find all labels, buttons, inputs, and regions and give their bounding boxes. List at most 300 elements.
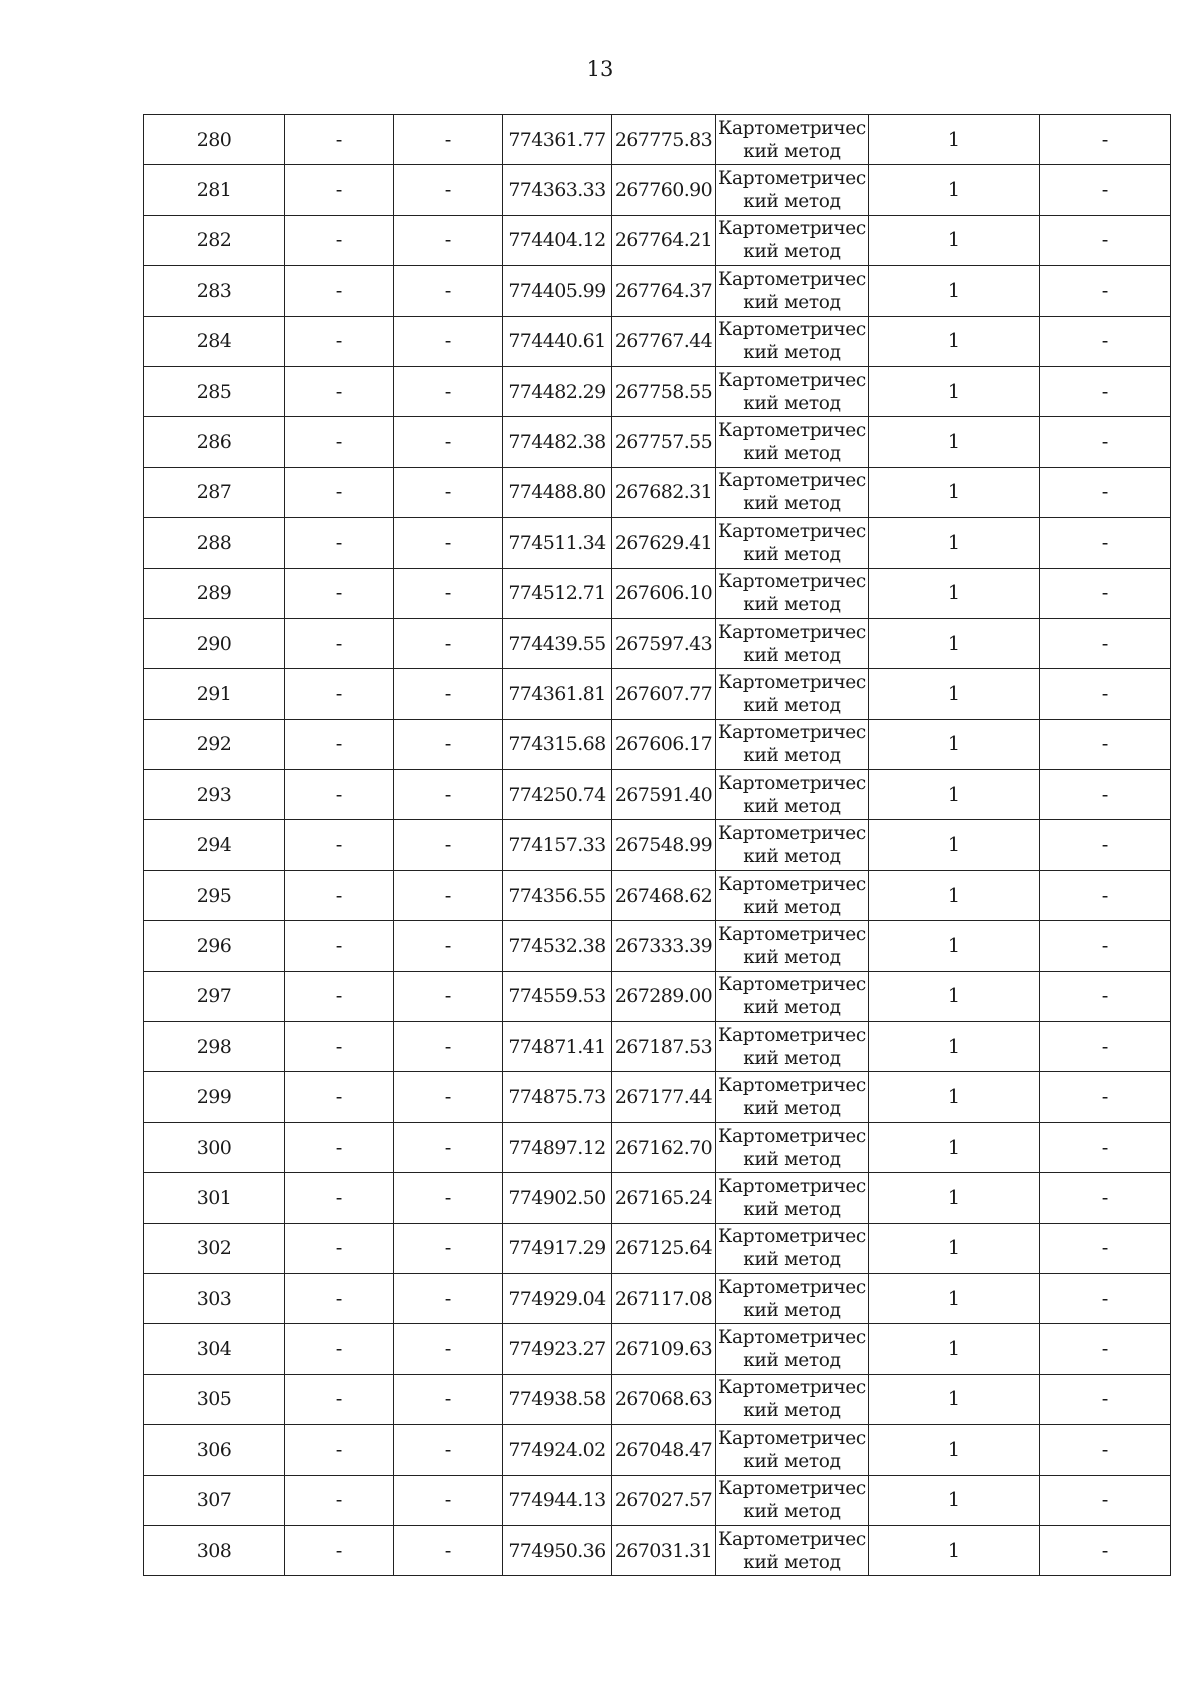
empty-value-cell: -: [394, 1525, 503, 1575]
coordinate-y-cell: 267764.21: [612, 215, 716, 265]
accuracy-cell: 1: [869, 719, 1040, 769]
method-line-1: Картометричес: [718, 420, 866, 442]
method-line-2: кий метод: [743, 1299, 841, 1321]
table-row: [144, 1223, 1171, 1273]
empty-value-cell: -: [394, 165, 503, 215]
method-line-2: кий метод: [743, 1047, 841, 1069]
point-number-cell: 293: [144, 770, 285, 820]
method-line-2: кий метод: [743, 291, 841, 313]
method-cell: [716, 1475, 869, 1525]
empty-value-cell: -: [394, 1374, 503, 1424]
method-line-2: кий метод: [743, 1400, 841, 1422]
accuracy-cell: 1: [869, 1425, 1040, 1475]
empty-value-cell: -: [394, 971, 503, 1021]
empty-value-cell: -: [394, 820, 503, 870]
empty-value-cell: -: [285, 417, 394, 467]
empty-value-cell: -: [285, 1022, 394, 1072]
coordinate-x-cell: 774923.27: [503, 1324, 612, 1374]
method-cell: [716, 1223, 869, 1273]
empty-value-cell: -: [394, 568, 503, 618]
empty-value-cell: -: [285, 266, 394, 316]
method-line-2: кий метод: [743, 795, 841, 817]
empty-value-cell: -: [1040, 770, 1171, 820]
empty-value-cell: -: [285, 820, 394, 870]
point-number-cell: 286: [144, 417, 285, 467]
empty-value-cell: -: [394, 870, 503, 920]
coordinate-x-cell: 774917.29: [503, 1223, 612, 1273]
method-line-1: Картометричес: [718, 1478, 866, 1500]
empty-value-cell: -: [285, 568, 394, 618]
method-line-1: Картометричес: [718, 1024, 866, 1046]
table-row: [144, 467, 1171, 517]
empty-value-cell: -: [1040, 870, 1171, 920]
coordinate-x-cell: 774482.38: [503, 417, 612, 467]
table-row: [144, 971, 1171, 1021]
coordinate-y-cell: 267109.63: [612, 1324, 716, 1374]
method-line-2: кий метод: [743, 543, 841, 565]
table-row: [144, 115, 1171, 165]
method-line-1: Картометричес: [718, 470, 866, 492]
accuracy-cell: 1: [869, 820, 1040, 870]
method-cell: [716, 215, 869, 265]
empty-value-cell: -: [1040, 215, 1171, 265]
accuracy-cell: 1: [869, 1022, 1040, 1072]
coordinate-x-cell: 774512.71: [503, 568, 612, 618]
method-cell: [716, 1122, 869, 1172]
coordinate-x-cell: 774363.33: [503, 165, 612, 215]
method-line-1: Картометричес: [718, 671, 866, 693]
method-line-1: Картометричес: [718, 319, 866, 341]
table-row: [144, 669, 1171, 719]
coordinate-x-cell: 774532.38: [503, 921, 612, 971]
empty-value-cell: -: [1040, 417, 1171, 467]
coordinate-x-cell: 774488.80: [503, 467, 612, 517]
empty-value-cell: -: [394, 669, 503, 719]
coordinates-table: [143, 114, 1171, 1576]
accuracy-cell: 1: [869, 870, 1040, 920]
coordinate-y-cell: 267606.17: [612, 719, 716, 769]
method-line-1: Картометричес: [718, 520, 866, 542]
coordinate-y-cell: 267760.90: [612, 165, 716, 215]
table-row: [144, 618, 1171, 668]
empty-value-cell: -: [394, 1022, 503, 1072]
method-line-2: кий метод: [743, 493, 841, 515]
method-line-2: кий метод: [743, 694, 841, 716]
empty-value-cell: -: [285, 770, 394, 820]
empty-value-cell: -: [285, 971, 394, 1021]
method-line-2: кий метод: [743, 191, 841, 213]
empty-value-cell: -: [1040, 366, 1171, 416]
method-line-1: Картометричес: [718, 369, 866, 391]
table-row: [144, 1173, 1171, 1223]
method-line-2: кий метод: [743, 1450, 841, 1472]
method-cell: [716, 820, 869, 870]
point-number-cell: 303: [144, 1273, 285, 1323]
accuracy-cell: 1: [869, 518, 1040, 568]
accuracy-cell: 1: [869, 971, 1040, 1021]
empty-value-cell: -: [1040, 921, 1171, 971]
coordinate-x-cell: 774950.36: [503, 1525, 612, 1575]
coordinate-y-cell: 267757.55: [612, 417, 716, 467]
coordinate-x-cell: 774871.41: [503, 1022, 612, 1072]
coordinate-y-cell: 267629.41: [612, 518, 716, 568]
accuracy-cell: 1: [869, 316, 1040, 366]
method-line-2: кий метод: [743, 1350, 841, 1372]
method-line-1: Картометричес: [718, 1175, 866, 1197]
empty-value-cell: -: [285, 115, 394, 165]
table-row: [144, 266, 1171, 316]
method-line-2: кий метод: [743, 745, 841, 767]
empty-value-cell: -: [394, 1324, 503, 1374]
coordinate-y-cell: 267775.83: [612, 115, 716, 165]
empty-value-cell: -: [1040, 568, 1171, 618]
method-cell: [716, 1022, 869, 1072]
method-line-1: Картометричес: [718, 571, 866, 593]
coordinate-y-cell: 267177.44: [612, 1072, 716, 1122]
empty-value-cell: -: [1040, 1173, 1171, 1223]
empty-value-cell: -: [285, 1122, 394, 1172]
accuracy-cell: 1: [869, 618, 1040, 668]
empty-value-cell: -: [394, 1475, 503, 1525]
method-line-2: кий метод: [743, 946, 841, 968]
method-cell: [716, 1273, 869, 1323]
empty-value-cell: -: [285, 618, 394, 668]
empty-value-cell: -: [285, 366, 394, 416]
point-number-cell: 301: [144, 1173, 285, 1223]
empty-value-cell: -: [285, 1223, 394, 1273]
point-number-cell: 305: [144, 1374, 285, 1424]
accuracy-cell: 1: [869, 467, 1040, 517]
method-line-2: кий метод: [743, 241, 841, 263]
table-row: [144, 165, 1171, 215]
table-row: [144, 366, 1171, 416]
coordinate-x-cell: 774559.53: [503, 971, 612, 1021]
empty-value-cell: -: [285, 669, 394, 719]
empty-value-cell: -: [394, 618, 503, 668]
method-line-1: Картометричес: [718, 1528, 866, 1550]
empty-value-cell: -: [394, 1273, 503, 1323]
accuracy-cell: 1: [869, 669, 1040, 719]
empty-value-cell: -: [1040, 165, 1171, 215]
coordinate-x-cell: 774439.55: [503, 618, 612, 668]
point-number-cell: 281: [144, 165, 285, 215]
accuracy-cell: 1: [869, 115, 1040, 165]
coordinate-x-cell: 774944.13: [503, 1475, 612, 1525]
method-cell: [716, 1324, 869, 1374]
method-line-1: Картометричес: [718, 823, 866, 845]
coordinate-y-cell: 267187.53: [612, 1022, 716, 1072]
coordinate-y-cell: 267165.24: [612, 1173, 716, 1223]
empty-value-cell: -: [285, 1374, 394, 1424]
method-line-1: Картометричес: [718, 974, 866, 996]
empty-value-cell: -: [394, 1072, 503, 1122]
coordinate-y-cell: 267333.39: [612, 921, 716, 971]
method-cell: [716, 316, 869, 366]
point-number-cell: 292: [144, 719, 285, 769]
coordinate-x-cell: 774875.73: [503, 1072, 612, 1122]
coordinate-x-cell: 774405.99: [503, 266, 612, 316]
empty-value-cell: -: [285, 719, 394, 769]
point-number-cell: 291: [144, 669, 285, 719]
empty-value-cell: -: [1040, 1273, 1171, 1323]
empty-value-cell: -: [285, 870, 394, 920]
method-line-1: Картометричес: [718, 621, 866, 643]
coordinate-x-cell: 774404.12: [503, 215, 612, 265]
coordinate-y-cell: 267162.70: [612, 1122, 716, 1172]
point-number-cell: 302: [144, 1223, 285, 1273]
coordinate-x-cell: 774938.58: [503, 1374, 612, 1424]
table-body: [144, 115, 1171, 1576]
method-line-1: Картометричес: [718, 1075, 866, 1097]
point-number-cell: 294: [144, 820, 285, 870]
coordinate-y-cell: 267597.43: [612, 618, 716, 668]
table-row: [144, 1072, 1171, 1122]
coordinate-y-cell: 267125.64: [612, 1223, 716, 1273]
coordinate-y-cell: 267764.37: [612, 266, 716, 316]
accuracy-cell: 1: [869, 366, 1040, 416]
method-cell: [716, 518, 869, 568]
method-line-1: Картометричес: [718, 1427, 866, 1449]
accuracy-cell: 1: [869, 1475, 1040, 1525]
method-line-2: кий метод: [743, 846, 841, 868]
coordinate-y-cell: 267758.55: [612, 366, 716, 416]
point-number-cell: 308: [144, 1525, 285, 1575]
empty-value-cell: -: [394, 215, 503, 265]
empty-value-cell: -: [394, 719, 503, 769]
method-line-2: кий метод: [743, 1098, 841, 1120]
point-number-cell: 288: [144, 518, 285, 568]
coordinate-y-cell: 267468.62: [612, 870, 716, 920]
method-line-1: Картометричес: [718, 923, 866, 945]
table-row: [144, 921, 1171, 971]
point-number-cell: 296: [144, 921, 285, 971]
method-line-2: кий метод: [743, 1249, 841, 1271]
empty-value-cell: -: [1040, 1475, 1171, 1525]
point-number-cell: 304: [144, 1324, 285, 1374]
empty-value-cell: -: [394, 316, 503, 366]
empty-value-cell: -: [285, 1475, 394, 1525]
method-line-2: кий метод: [743, 896, 841, 918]
method-line-1: Картометричес: [718, 772, 866, 794]
empty-value-cell: -: [1040, 1223, 1171, 1273]
table-row: [144, 1122, 1171, 1172]
method-cell: [716, 467, 869, 517]
accuracy-cell: 1: [869, 417, 1040, 467]
point-number-cell: 283: [144, 266, 285, 316]
method-cell: [716, 165, 869, 215]
coordinate-y-cell: 267048.47: [612, 1425, 716, 1475]
method-cell: [716, 266, 869, 316]
accuracy-cell: 1: [869, 1273, 1040, 1323]
method-line-1: Картометричес: [718, 168, 866, 190]
point-number-cell: 280: [144, 115, 285, 165]
coordinate-y-cell: 267289.00: [612, 971, 716, 1021]
method-cell: [716, 719, 869, 769]
method-line-1: Картометричес: [718, 1327, 866, 1349]
empty-value-cell: -: [394, 1173, 503, 1223]
table-row: [144, 870, 1171, 920]
method-cell: [716, 1425, 869, 1475]
empty-value-cell: -: [285, 921, 394, 971]
method-line-1: Картометричес: [718, 1276, 866, 1298]
table-row: [144, 316, 1171, 366]
accuracy-cell: 1: [869, 1374, 1040, 1424]
empty-value-cell: -: [285, 1072, 394, 1122]
table-row: [144, 1273, 1171, 1323]
coordinate-y-cell: 267548.99: [612, 820, 716, 870]
coordinate-x-cell: 774924.02: [503, 1425, 612, 1475]
method-line-2: кий метод: [743, 342, 841, 364]
coordinate-x-cell: 774315.68: [503, 719, 612, 769]
coordinate-x-cell: 774440.61: [503, 316, 612, 366]
coordinate-x-cell: 774902.50: [503, 1173, 612, 1223]
empty-value-cell: -: [1040, 1122, 1171, 1172]
coordinate-x-cell: 774157.33: [503, 820, 612, 870]
point-number-cell: 307: [144, 1475, 285, 1525]
empty-value-cell: -: [394, 366, 503, 416]
method-cell: [716, 770, 869, 820]
empty-value-cell: -: [394, 518, 503, 568]
method-line-1: Картометричес: [718, 268, 866, 290]
empty-value-cell: -: [285, 1273, 394, 1323]
empty-value-cell: -: [1040, 669, 1171, 719]
method-cell: [716, 669, 869, 719]
empty-value-cell: -: [285, 1324, 394, 1374]
empty-value-cell: -: [285, 215, 394, 265]
method-line-2: кий метод: [743, 1148, 841, 1170]
empty-value-cell: -: [285, 1173, 394, 1223]
point-number-cell: 290: [144, 618, 285, 668]
point-number-cell: 299: [144, 1072, 285, 1122]
method-line-1: Картометричес: [718, 722, 866, 744]
method-cell: [716, 618, 869, 668]
empty-value-cell: -: [1040, 1022, 1171, 1072]
empty-value-cell: -: [394, 1223, 503, 1273]
coordinate-y-cell: 267767.44: [612, 316, 716, 366]
table-row: [144, 820, 1171, 870]
accuracy-cell: 1: [869, 568, 1040, 618]
point-number-cell: 287: [144, 467, 285, 517]
table-row: [144, 215, 1171, 265]
empty-value-cell: -: [285, 518, 394, 568]
empty-value-cell: -: [1040, 1425, 1171, 1475]
empty-value-cell: -: [1040, 316, 1171, 366]
empty-value-cell: -: [394, 467, 503, 517]
point-number-cell: 297: [144, 971, 285, 1021]
empty-value-cell: -: [1040, 971, 1171, 1021]
method-cell: [716, 568, 869, 618]
method-line-1: Картометричес: [718, 1226, 866, 1248]
empty-value-cell: -: [394, 1425, 503, 1475]
point-number-cell: 300: [144, 1122, 285, 1172]
method-line-2: кий метод: [743, 140, 841, 162]
method-line-1: Картометричес: [718, 873, 866, 895]
point-number-cell: 282: [144, 215, 285, 265]
method-line-2: кий метод: [743, 1198, 841, 1220]
method-line-1: Картометричес: [718, 1125, 866, 1147]
empty-value-cell: -: [1040, 467, 1171, 517]
table-row: [144, 1475, 1171, 1525]
coordinate-x-cell: 774361.77: [503, 115, 612, 165]
method-line-2: кий метод: [743, 644, 841, 666]
method-line-2: кий метод: [743, 1551, 841, 1573]
accuracy-cell: 1: [869, 1173, 1040, 1223]
empty-value-cell: -: [285, 316, 394, 366]
empty-value-cell: -: [394, 115, 503, 165]
method-cell: [716, 1072, 869, 1122]
method-cell: [716, 870, 869, 920]
coordinate-y-cell: 267606.10: [612, 568, 716, 618]
table-row: [144, 518, 1171, 568]
coordinate-x-cell: 774482.29: [503, 366, 612, 416]
accuracy-cell: 1: [869, 1122, 1040, 1172]
method-cell: [716, 115, 869, 165]
accuracy-cell: 1: [869, 770, 1040, 820]
empty-value-cell: -: [394, 417, 503, 467]
table-row: [144, 1525, 1171, 1575]
empty-value-cell: -: [1040, 820, 1171, 870]
point-number-cell: 285: [144, 366, 285, 416]
accuracy-cell: 1: [869, 266, 1040, 316]
empty-value-cell: -: [285, 467, 394, 517]
table-row: [144, 417, 1171, 467]
empty-value-cell: -: [1040, 618, 1171, 668]
method-line-2: кий метод: [743, 997, 841, 1019]
point-number-cell: 295: [144, 870, 285, 920]
method-cell: [716, 417, 869, 467]
empty-value-cell: -: [1040, 518, 1171, 568]
method-line-1: Картометричес: [718, 218, 866, 240]
coordinate-y-cell: 267117.08: [612, 1273, 716, 1323]
coordinate-x-cell: 774250.74: [503, 770, 612, 820]
accuracy-cell: 1: [869, 921, 1040, 971]
empty-value-cell: -: [394, 1122, 503, 1172]
empty-value-cell: -: [1040, 266, 1171, 316]
accuracy-cell: 1: [869, 215, 1040, 265]
empty-value-cell: -: [1040, 1072, 1171, 1122]
empty-value-cell: -: [1040, 719, 1171, 769]
table-row: [144, 1374, 1171, 1424]
coordinate-y-cell: 267591.40: [612, 770, 716, 820]
coordinate-y-cell: 267031.31: [612, 1525, 716, 1575]
table-row: [144, 719, 1171, 769]
accuracy-cell: 1: [869, 165, 1040, 215]
accuracy-cell: 1: [869, 1324, 1040, 1374]
coordinate-y-cell: 267068.63: [612, 1374, 716, 1424]
coordinate-x-cell: 774356.55: [503, 870, 612, 920]
coordinate-x-cell: 774361.81: [503, 669, 612, 719]
point-number-cell: 306: [144, 1425, 285, 1475]
method-line-1: Картометричес: [718, 117, 866, 139]
empty-value-cell: -: [394, 921, 503, 971]
empty-value-cell: -: [285, 165, 394, 215]
point-number-cell: 284: [144, 316, 285, 366]
empty-value-cell: -: [1040, 1374, 1171, 1424]
accuracy-cell: 1: [869, 1072, 1040, 1122]
empty-value-cell: -: [394, 770, 503, 820]
method-cell: [716, 1374, 869, 1424]
method-line-2: кий метод: [743, 443, 841, 465]
method-cell: [716, 921, 869, 971]
empty-value-cell: -: [1040, 115, 1171, 165]
empty-value-cell: -: [285, 1525, 394, 1575]
method-cell: [716, 971, 869, 1021]
accuracy-cell: 1: [869, 1223, 1040, 1273]
method-cell: [716, 1525, 869, 1575]
coordinate-x-cell: 774929.04: [503, 1273, 612, 1323]
empty-value-cell: -: [1040, 1525, 1171, 1575]
page-number: 13: [586, 57, 614, 81]
